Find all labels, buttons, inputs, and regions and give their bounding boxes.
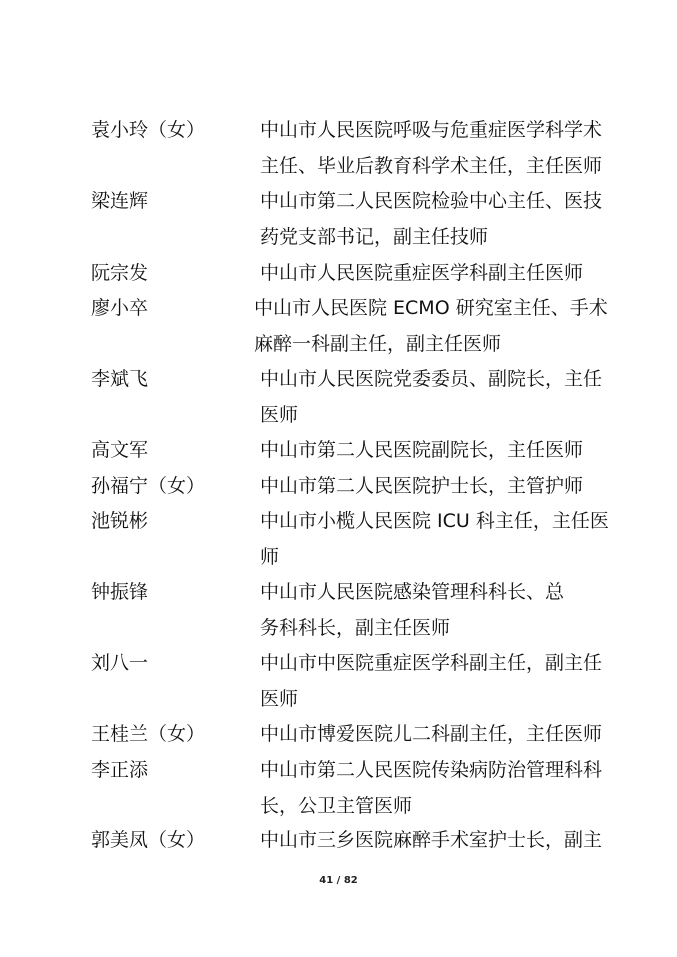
person-position bbox=[260, 503, 609, 575]
person-name: 李正添 bbox=[91, 759, 149, 781]
position-line: 麻醉一科副主任，副主任医师 bbox=[254, 333, 502, 355]
position-line: 中山市人民医院 ECMO 研究室主任、手术 bbox=[254, 297, 608, 319]
position-line: 中山市人民医院感染管理科科长、总 bbox=[260, 581, 565, 603]
person-position bbox=[260, 255, 583, 291]
position-line: 中山市小榄人民医院 ICU 科主任，主任医 bbox=[260, 510, 609, 532]
current-page: 41 bbox=[319, 875, 334, 886]
position-line: 中山市博爱医院儿二科副主任，主任医师 bbox=[260, 723, 603, 745]
position-line: 中山市第二人民医院副院长，主任医师 bbox=[260, 439, 584, 461]
person-position bbox=[260, 574, 564, 646]
position-line: 中山市第二人民医院检验中心主任、医技 bbox=[260, 190, 603, 212]
person-name: 李斌飞 bbox=[91, 368, 149, 390]
position-line: 医师 bbox=[260, 688, 299, 710]
position-line: 医师 bbox=[260, 404, 299, 426]
person-name: 袁小玲（女） bbox=[91, 119, 206, 141]
person-name: 高文军 bbox=[91, 439, 149, 461]
person-name: 孙福宁（女） bbox=[91, 475, 206, 497]
position-line: 中山市人民医院党委委员、副院长，主任 bbox=[260, 368, 603, 390]
person-name: 梁连辉 bbox=[91, 190, 149, 212]
person-position bbox=[260, 183, 602, 255]
person-position bbox=[254, 290, 608, 362]
position-line: 主任、毕业后教育科学术主任，主任医师 bbox=[260, 155, 603, 177]
person-name: 池锐彬 bbox=[91, 510, 149, 532]
position-line: 长，公卫主管医师 bbox=[260, 795, 413, 817]
person-position bbox=[260, 752, 602, 824]
position-line: 中山市三乡医院麻醉手术室护士长，副主 bbox=[260, 829, 603, 851]
person-position bbox=[260, 822, 602, 858]
position-line: 中山市中医院重症医学科副主任，副主任 bbox=[260, 652, 603, 674]
total-pages: 82 bbox=[343, 875, 358, 886]
person-name: 钟振锋 bbox=[91, 581, 149, 603]
person-position bbox=[260, 645, 602, 717]
position-line: 师 bbox=[260, 546, 280, 568]
person-position bbox=[260, 112, 602, 184]
person-position bbox=[260, 716, 602, 752]
person-position bbox=[260, 361, 602, 433]
position-line: 中山市人民医院呼吸与危重症医学科学术 bbox=[260, 119, 603, 141]
person-name: 刘八一 bbox=[91, 652, 149, 674]
person-name: 王桂兰（女） bbox=[91, 723, 206, 745]
position-line: 中山市第二人民医院传染病防治管理科科 bbox=[260, 759, 603, 781]
page-number bbox=[0, 875, 677, 886]
person-name: 廖小卒 bbox=[91, 297, 149, 319]
page-separator: / bbox=[336, 875, 341, 886]
position-line: 中山市第二人民医院护士长，主管护师 bbox=[260, 475, 584, 497]
person-name: 阮宗发 bbox=[91, 262, 149, 284]
position-line: 务科科长，副主任医师 bbox=[260, 617, 451, 639]
position-line: 药党支部书记，副主任技师 bbox=[260, 226, 489, 248]
person-name: 郭美凤（女） bbox=[91, 829, 206, 851]
person-position bbox=[260, 468, 583, 504]
position-line: 中山市人民医院重症医学科副主任医师 bbox=[260, 262, 584, 284]
person-position bbox=[260, 432, 583, 468]
